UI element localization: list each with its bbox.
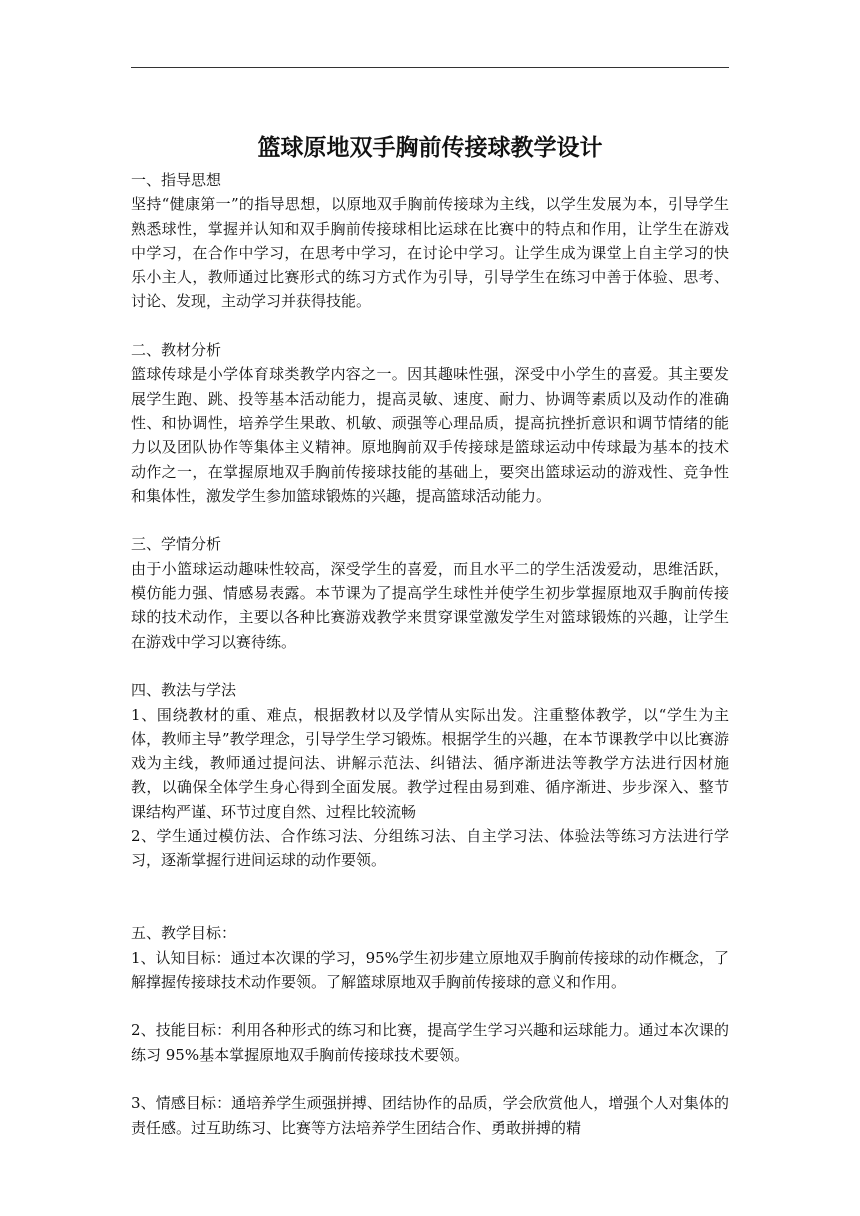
paragraph: 1、认知目标：通过本次课的学习，95%学生初步建立原地双手胸前传接球的动作概念，了解撑握传接球技术动作要领。了解篮球原地双手胸前传接球的意义和作用。 — [131, 948, 729, 991]
paragraph: 2、学生通过模仿法、合作练习法、分组练习法、自主学习法、体验法等练习方法进行学习，逐渐掌握行进间运球的动作要领。 — [131, 827, 729, 870]
section-heading: 五、教学目标： — [131, 924, 237, 943]
section-heading: 三、学情分析 — [131, 535, 222, 554]
header-rule — [131, 67, 729, 68]
document-body — [131, 128, 729, 1140]
section-heading: 二、教材分析 — [131, 341, 222, 360]
paragraph: 坚持“健康第一”的指导思想，以原地双手胸前传接球为主线，以学生发展为本，引导学生熟悉球性，掌握并认知和双手胸前传接球相比运球在比赛中的特点和作用，让学生在游戏中学习，在合作中学习，在思考中学习，在讨论中学习。让学生成为课堂上自主学习的快乐小主人，教师通过比赛形式的练习方式作为引导，引导学生在练习中善于体验、思考、讨论、发现，主动学习并获得技能。 — [131, 195, 729, 311]
section-heading: 四、教法与学法 — [131, 681, 237, 700]
section-teaching-methods — [131, 678, 729, 872]
paragraph: 3、情感目标：通培养学生顽强拼搏、团结协作的品质，学会欣赏他人，增强个人对集体的责任感。过互助练习、比赛等方法培养学生团结合作、勇敢拼搏的精 — [131, 1094, 729, 1137]
document-title: 篮球原地双手胸前传接球教学设计 — [257, 135, 603, 161]
paragraph: 1、围绕教材的重、难点，根据教材以及学情从实际出发。注重整体教学，以“学生为主体，教师主导”教学理念，引导学生学习锻炼。根据学生的兴趣，在本节课教学中以比赛游戏为主线，教师通过提问法、讲解示范法、纠错法、循序渐进法等教学方法进行因材施教，以确保全体学生身心得到全面发展。教学过程由易到难、循序渐进、步步深入、整节课结构严谨、环节过度自然、过程比较流畅 — [131, 705, 729, 821]
paragraph: 篮球传球是小学体育球类教学内容之一。因其趣味性强，深受中小学生的喜爱。其主要发展学生跑、跳、投等基本活动能力，提高灵敏、速度、耐力、协调等素质以及动作的准确性、和协调性，培养学生果敢、机敏、顽强等心理品质，提高抗挫折意识和调节情绪的能力以及团队协作等集体主义精神。原地胸前双手传接球是篮球运动中传球最为基本的技术动作之一，在掌握原地双手胸前传接球技能的基础上，要突出篮球运动的游戏性、竞争性和集体性，激发学生参加篮球锻炼的兴趣，提高篮球活动能力。 — [131, 365, 729, 505]
section-heading: 一、指导思想 — [131, 171, 222, 189]
section-teaching-goals — [131, 921, 729, 1140]
paragraph: 2、技能目标：利用各种形式的练习和比赛，提高学生学习兴趣和运球能力。通过本次课的练习 95%基本掌握原地双手胸前传接球技术要领。 — [131, 1021, 729, 1064]
section-guiding-ideology — [131, 168, 729, 314]
section-student-analysis — [131, 532, 729, 653]
section-material-analysis — [131, 338, 729, 508]
paragraph: 由于小篮球运动趣味性较高，深受学生的喜爱，而且水平二的学生活泼爱动，思维活跃，模仿能力强、情感易表露。本节课为了提高学生球性并使学生初步掌握原地双手胸前传接球的技术动作，主要以各种比赛游戏教学来贯穿课堂激发学生对篮球锻炼的兴趣，让学生在游戏中学习以赛待练。 — [131, 559, 729, 651]
